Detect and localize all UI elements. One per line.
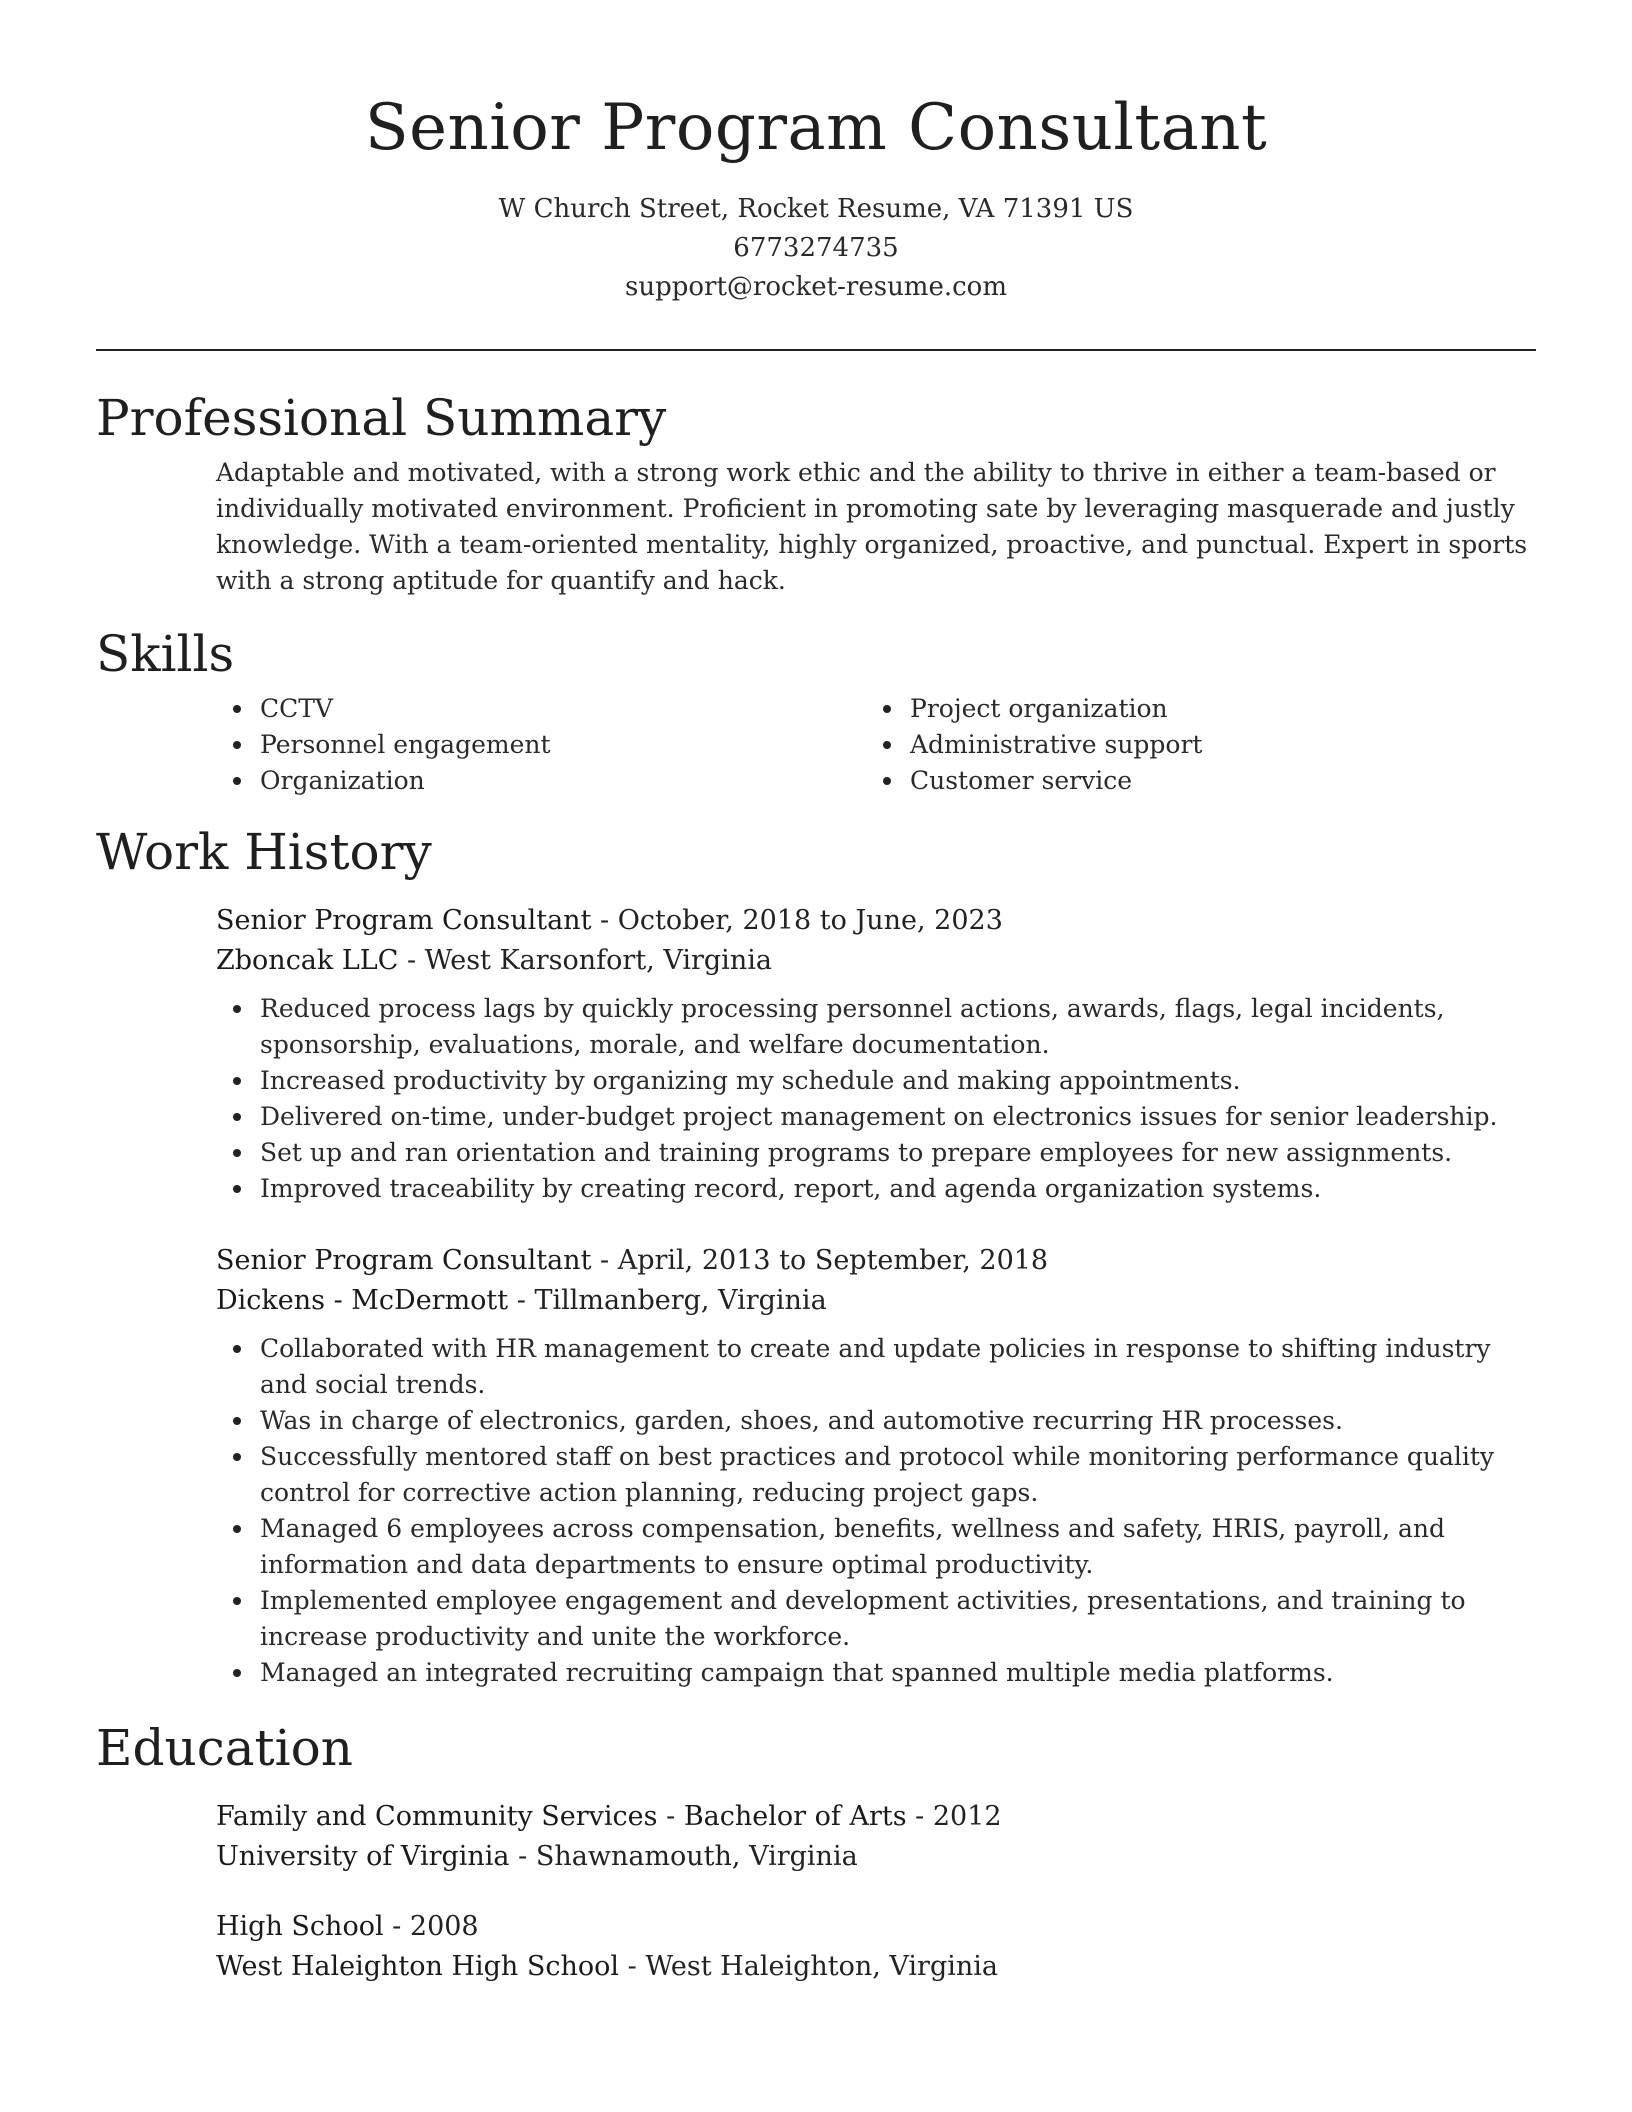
- education-school: University of Virginia: [216, 1841, 510, 1872]
- summary-heading: Professional Summary: [96, 389, 667, 447]
- job-company: Zboncak LLC: [216, 945, 399, 976]
- job-title-line: Senior Program Consultant - October, 2018 to June, 2023: [216, 905, 1003, 936]
- header-divider: [96, 349, 1536, 351]
- skill-item: Organization: [216, 763, 866, 799]
- job-company-line: Dickens - McDermott - Tillmanberg, Virginia: [216, 1285, 827, 1316]
- job-title-line: Senior Program Consultant - April, 2013 to September, 2018: [216, 1245, 1049, 1276]
- job-bullet: Set up and ran orientation and training programs to prepare employees for new assignments.: [216, 1135, 1536, 1171]
- skill-item: CCTV: [216, 691, 866, 727]
- resume-page: [96, 0, 1536, 1987]
- job-bullet: Successfully mentored staff on best practices and protocol while monitoring performance quality control for corrective action planning, reducing project gaps.: [216, 1439, 1536, 1511]
- skills-column-left: [216, 691, 866, 799]
- phone: 6773274735: [733, 233, 899, 263]
- education-list: [96, 1797, 1536, 1987]
- education-school: West Haleighton High School: [216, 1951, 620, 1982]
- job-dates: October, 2018 to June, 2023: [617, 905, 1003, 936]
- skills-list: [96, 691, 1536, 799]
- job-role: Senior Program Consultant: [216, 1245, 592, 1276]
- skills-heading: Skills: [96, 625, 235, 683]
- education-heading: Education: [96, 1719, 353, 1777]
- job-location: Tillmanberg, Virginia: [534, 1285, 827, 1316]
- education-field: Family and Community Services: [216, 1801, 658, 1832]
- address: W Church Street, Rocket Resume, VA 71391 US: [498, 194, 1134, 224]
- job-dates: April, 2013 to September, 2018: [617, 1245, 1049, 1276]
- education-entry: [216, 1907, 1536, 1987]
- contact-info: [96, 190, 1536, 307]
- job-bullet: Was in charge of electronics, garden, shoes, and automotive recurring HR processes.: [216, 1403, 1536, 1439]
- email: support@rocket-resume.com: [624, 272, 1007, 302]
- job-entry: [216, 1241, 1536, 1691]
- education-degree-line: Family and Community Services - Bachelor of Arts - 2012: [216, 1801, 1002, 1832]
- job-bullets: [216, 1331, 1536, 1691]
- job-company-line: Zboncak LLC - West Karsonfort, Virginia: [216, 945, 772, 976]
- education-field: High School: [216, 1911, 384, 1942]
- summary-text: Adaptable and motivated, with a strong work ethic and the ability to thrive in either a team-based or individually motivated environment. Proficient in promoting sate by leveraging masquerade and justly knowledge. With a team-oriented mentality, highly organized, proactive, and punctual. Expert in sports with a strong aptitude for quantify and hack.: [216, 458, 1528, 595]
- job-bullets: [216, 991, 1536, 1207]
- education-location: Shawnamouth, Virginia: [535, 1841, 858, 1872]
- skills-column-right: [866, 691, 1516, 799]
- work-history-list: [96, 901, 1536, 1691]
- skill-item: Customer service: [866, 763, 1516, 799]
- job-company: Dickens - McDermott: [216, 1285, 509, 1316]
- education-entry: [216, 1797, 1536, 1877]
- job-bullet: Reduced process lags by quickly processing personnel actions, awards, flags, legal incidents, sponsorship, evaluations, morale, and welfare documentation.: [216, 991, 1536, 1063]
- work-history-heading: Work History: [96, 823, 432, 881]
- skill-item: Personnel engagement: [216, 727, 866, 763]
- job-bullet: Improved traceability by creating record, report, and agenda organization systems.: [216, 1171, 1536, 1207]
- education-degree-line: High School - 2008: [216, 1911, 479, 1942]
- education-school-line: University of Virginia - Shawnamouth, Virginia: [216, 1841, 858, 1872]
- job-bullet: Managed 6 employees across compensation, benefits, wellness and safety, HRIS, payroll, and information and data departments to ensure optimal productivity.: [216, 1511, 1536, 1583]
- skill-item: Administrative support: [866, 727, 1516, 763]
- education-school-line: West Haleighton High School - West Haleighton, Virginia: [216, 1951, 999, 1982]
- job-bullet: Implemented employee engagement and development activities, presentations, and training to increase productivity and unite the workforce.: [216, 1583, 1536, 1655]
- skill-item: Project organization: [866, 691, 1516, 727]
- education-location: West Haleighton, Virginia: [645, 1951, 999, 1982]
- resume-header: [96, 0, 1536, 307]
- job-bullet: Delivered on-time, under-budget project management on electronics issues for senior leadership.: [216, 1099, 1536, 1135]
- job-bullet: Managed an integrated recruiting campaign that spanned multiple media platforms.: [216, 1655, 1536, 1691]
- education-degree: Bachelor of Arts: [683, 1801, 907, 1832]
- job-role: Senior Program Consultant: [216, 905, 592, 936]
- education-year: 2012: [932, 1801, 1002, 1832]
- candidate-name: Senior Program Consultant: [364, 91, 1268, 165]
- job-bullet: Collaborated with HR management to create and update policies in response to shifting industry and social trends.: [216, 1331, 1536, 1403]
- education-year: 2008: [409, 1911, 479, 1942]
- job-bullet: Increased productivity by organizing my schedule and making appointments.: [216, 1063, 1536, 1099]
- job-location: West Karsonfort, Virginia: [424, 945, 772, 976]
- job-entry: [216, 901, 1536, 1207]
